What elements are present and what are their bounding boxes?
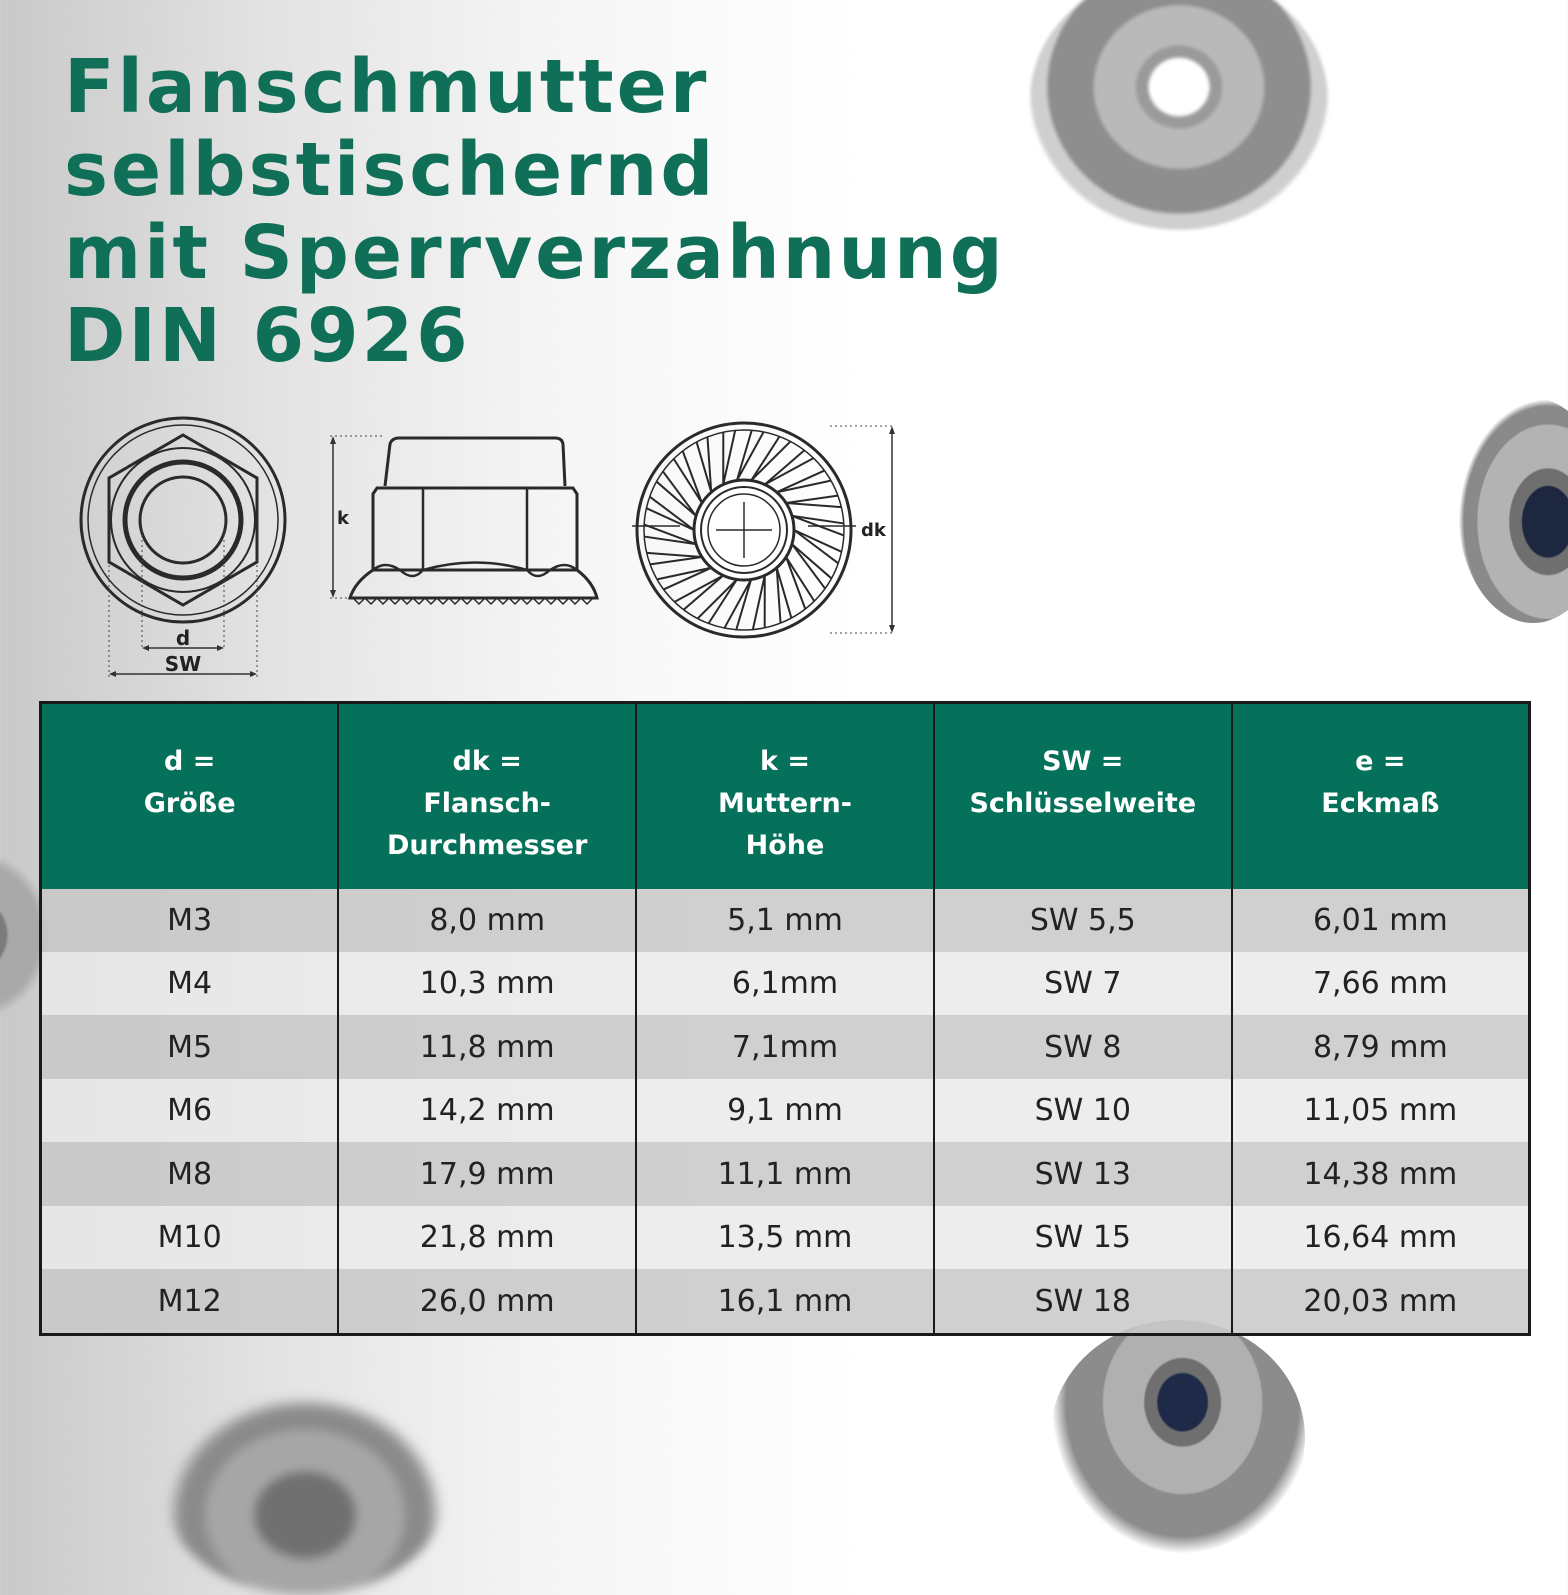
cell-corner-dimension: 7,66 mm	[1232, 952, 1530, 1015]
cell-nut-height: 13,5 mm	[636, 1206, 934, 1269]
table-row	[41, 889, 1530, 952]
table-header-row	[41, 703, 1530, 889]
top-view-drawing	[70, 410, 300, 685]
cell-flange-diameter: 26,0 mm	[338, 1269, 636, 1334]
title-line-3: mit Sperrverzahnung	[64, 210, 1006, 296]
cell-wrench-size: SW 5,5	[934, 889, 1232, 952]
header-flange-line3: Durchmesser	[387, 830, 588, 861]
flange-nut-photo-top	[1030, 0, 1328, 230]
serration-tooth	[777, 568, 792, 623]
cell-size: M12	[41, 1269, 339, 1334]
serration-tooth	[786, 557, 814, 609]
serration-tooth	[697, 437, 712, 492]
header-height-line3: Höhe	[745, 830, 825, 861]
header-height-line2: Muttern-	[718, 788, 852, 819]
cell-wrench-size: SW 8	[934, 1015, 1232, 1078]
header-flange-line2: Flansch-	[423, 788, 552, 819]
serration-tooth	[792, 544, 832, 588]
table-row	[41, 1079, 1530, 1142]
serration-tooth	[647, 553, 702, 564]
cell-nut-height: 11,1 mm	[636, 1142, 934, 1205]
cell-wrench-size: SW 7	[934, 952, 1232, 1015]
bottom-view-drawing	[630, 420, 905, 640]
table-row	[41, 1142, 1530, 1205]
cell-flange-diameter: 10,3 mm	[338, 952, 636, 1015]
cell-size: M10	[41, 1206, 339, 1269]
serration-tooth	[646, 497, 694, 530]
header-height-line1: k =	[760, 746, 810, 777]
cell-wrench-size: SW 10	[934, 1079, 1232, 1142]
header-wrench-line1: SW =	[1042, 746, 1124, 777]
cell-corner-dimension: 6,01 mm	[1232, 889, 1530, 952]
label-dk: dk	[861, 520, 886, 541]
serration-tooth	[674, 451, 702, 503]
header-size	[41, 703, 339, 889]
cell-wrench-size: SW 18	[934, 1269, 1232, 1334]
cell-size: M6	[41, 1079, 339, 1142]
table-row	[41, 1269, 1530, 1334]
cell-corner-dimension: 8,79 mm	[1232, 1015, 1530, 1078]
cell-wrench-size: SW 13	[934, 1142, 1232, 1205]
header-wrench-line2: Schlüsselweite	[969, 788, 1197, 819]
cell-size: M3	[41, 889, 339, 952]
header-flange-diameter	[338, 703, 636, 889]
header-corner-line2: Eckmaß	[1321, 788, 1440, 819]
label-k: k	[337, 508, 349, 529]
header-flange-line1: dk =	[452, 746, 522, 777]
cell-corner-dimension: 14,38 mm	[1232, 1142, 1530, 1205]
page-title	[64, 46, 1006, 378]
flange-nut-photo-bottom-left	[165, 1395, 445, 1595]
cell-flange-diameter: 11,8 mm	[338, 1015, 636, 1078]
cell-nut-height: 16,1 mm	[636, 1269, 934, 1334]
header-size-line1: d =	[163, 746, 216, 777]
header-size-line2: Größe	[143, 788, 236, 819]
cell-nut-height: 5,1 mm	[636, 889, 934, 952]
cell-size: M5	[41, 1015, 339, 1078]
side-view-drawing	[325, 430, 605, 610]
title-line-1: Flanschmutter	[64, 44, 710, 130]
table-row	[41, 1015, 1530, 1078]
cell-flange-diameter: 17,9 mm	[338, 1142, 636, 1205]
cell-nut-height: 6,1mm	[636, 952, 934, 1015]
table-row	[41, 1206, 1530, 1269]
cell-size: M8	[41, 1142, 339, 1205]
serration-tooth	[723, 430, 735, 484]
header-corner-dimension	[1232, 703, 1530, 889]
label-sw: SW	[164, 652, 202, 676]
cell-corner-dimension: 11,05 mm	[1232, 1079, 1530, 1142]
cell-corner-dimension: 20,03 mm	[1232, 1269, 1530, 1334]
flange-nut-photo-right	[1458, 398, 1568, 623]
header-nut-height	[636, 703, 934, 889]
serration-tooth	[786, 496, 841, 507]
cell-size: M4	[41, 952, 339, 1015]
header-corner-line1: e =	[1355, 746, 1406, 777]
cell-wrench-size: SW 15	[934, 1206, 1232, 1269]
cell-nut-height: 7,1mm	[636, 1015, 934, 1078]
serration-tooth	[794, 530, 842, 563]
dimension-table	[39, 701, 1531, 1336]
cell-corner-dimension: 16,64 mm	[1232, 1206, 1530, 1269]
serration-tooth	[753, 575, 765, 629]
cell-nut-height: 9,1 mm	[636, 1079, 934, 1142]
flange-nut-photo-bottom-right	[1050, 1320, 1305, 1555]
cell-flange-diameter: 14,2 mm	[338, 1079, 636, 1142]
title-line-4: DIN 6926	[64, 293, 471, 379]
table-row	[41, 952, 1530, 1015]
header-wrench-size	[934, 703, 1232, 889]
label-d: d	[175, 626, 191, 650]
title-line-2: selbstischernd	[64, 127, 717, 213]
cell-flange-diameter: 8,0 mm	[338, 889, 636, 952]
serration-tooth	[657, 471, 697, 515]
cell-flange-diameter: 21,8 mm	[338, 1206, 636, 1269]
